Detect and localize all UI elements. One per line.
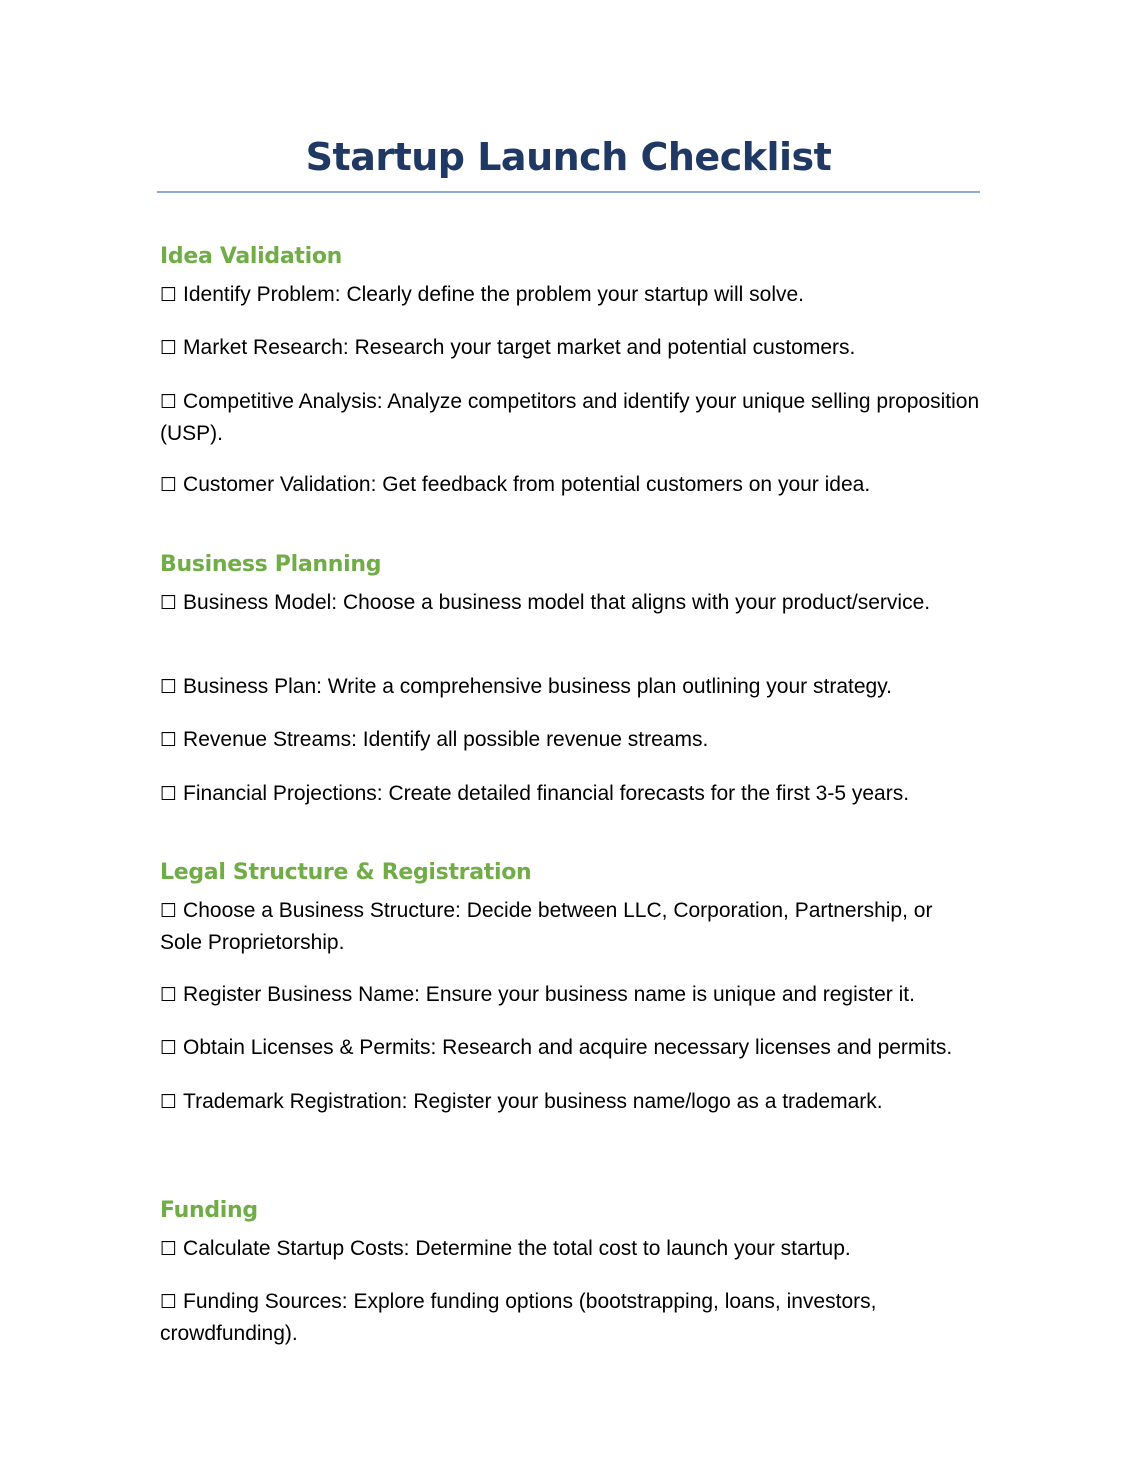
checklist-item-text: Financial Projections: Create detailed financial forecasts for the first 3-5 years. (183, 782, 910, 805)
checklist-item (160, 386, 980, 449)
checklist-item (160, 469, 980, 501)
section-heading: Funding (160, 1198, 258, 1223)
checklist-item (160, 1233, 980, 1265)
title-divider (157, 191, 980, 193)
checklist-item-text: Customer Validation: Get feedback from potential customers on your idea. (183, 473, 871, 496)
checkbox-icon[interactable]: ☐ (160, 284, 178, 306)
checkbox-icon[interactable]: ☐ (160, 729, 178, 751)
checkbox-icon[interactable]: ☐ (160, 1037, 178, 1059)
checklist-item-text: Funding Sources: Explore funding options (bootstrapping, loans, investors, crowdfunding). (160, 1290, 877, 1345)
checklist-item (160, 1032, 980, 1064)
checklist-item-text: Business Model: Choose a business model that aligns with your product/service. (183, 591, 931, 614)
checklist-item (160, 671, 980, 703)
checklist-item-text: Market Research: Research your target market and potential customers. (183, 336, 856, 359)
checklist-item-text: Calculate Startup Costs: Determine the total cost to launch your startup. (183, 1237, 851, 1260)
checkbox-icon[interactable]: ☐ (160, 592, 178, 614)
checklist-item (160, 724, 980, 756)
section-heading: Business Planning (160, 552, 382, 577)
checkbox-icon[interactable]: ☐ (160, 337, 178, 359)
checkbox-icon[interactable]: ☐ (160, 676, 178, 698)
checklist-item-text: Choose a Business Structure: Decide between LLC, Corporation, Partnership, or Sole Proprietorship. (160, 899, 933, 954)
document-page (160, 128, 980, 1345)
section-heading: Idea Validation (160, 244, 343, 269)
checklist-item (160, 1286, 980, 1349)
checkbox-icon[interactable]: ☐ (160, 1238, 178, 1260)
checkbox-icon[interactable]: ☐ (160, 1291, 178, 1313)
checklist-item (160, 778, 980, 810)
checkbox-icon[interactable]: ☐ (160, 900, 178, 922)
checklist-item-text: Trademark Registration: Register your business name/logo as a trademark. (183, 1090, 883, 1113)
checklist-item-text: Competitive Analysis: Analyze competitors and identify your unique selling proposition (USP). (160, 390, 980, 445)
checklist-item-text: Business Plan: Write a comprehensive business plan outlining your strategy. (183, 675, 892, 698)
checklist-item (160, 979, 980, 1011)
checklist-item (160, 1086, 980, 1118)
checklist-item (160, 279, 980, 311)
checkbox-icon[interactable]: ☐ (160, 984, 178, 1006)
checklist-item-text: Obtain Licenses & Permits: Research and acquire necessary licenses and permits. (183, 1036, 953, 1059)
checklist-item-text: Revenue Streams: Identify all possible revenue streams. (183, 728, 709, 751)
checkbox-icon[interactable]: ☐ (160, 474, 178, 496)
checklist-item (160, 895, 980, 958)
checkbox-icon[interactable]: ☐ (160, 391, 178, 413)
page-title: Startup Launch Checklist (305, 135, 832, 179)
checkbox-icon[interactable]: ☐ (160, 783, 178, 805)
checklist-item (160, 587, 980, 619)
checklist-item-text: Identify Problem: Clearly define the problem your startup will solve. (183, 283, 804, 306)
checklist-item-text: Register Business Name: Ensure your business name is unique and register it. (183, 983, 915, 1006)
checklist-item (160, 332, 980, 364)
checkbox-icon[interactable]: ☐ (160, 1091, 178, 1113)
section-heading: Legal Structure & Registration (160, 860, 532, 885)
